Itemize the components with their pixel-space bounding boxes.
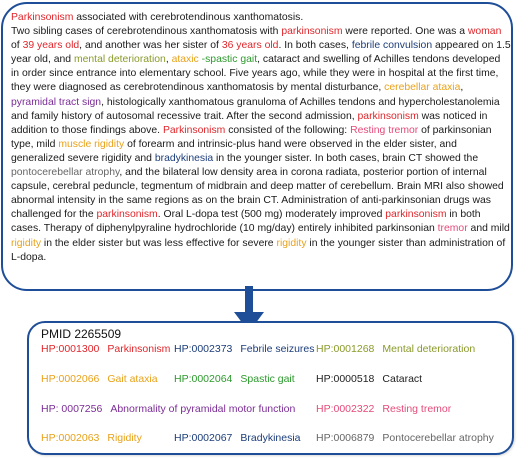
abstract-segment: consisted of the following:: [225, 124, 351, 136]
abstract-segment: ,: [165, 54, 172, 66]
highlighted-term: pontocerebellar atrophy: [11, 167, 120, 179]
abstract-segment: , histologically xanthomatous granuloma of Achilles tendons and hypercholestanolemia and family history of autosomal recessive trait. After the second admission,: [11, 96, 500, 122]
abstract-segment: . Oral L-dopa test (500 mg) moderately improved: [157, 209, 386, 221]
highlighted-term: parkinsonism: [357, 110, 419, 122]
hpo-term: Mental deterioration: [382, 343, 476, 355]
phenotype-row: [41, 373, 511, 389]
abstract-segment: in the elder sister but was less effective for severe: [41, 237, 277, 249]
highlighted-term: ataxic: [171, 54, 199, 66]
hpo-term: Pontocerebellar atrophy: [382, 432, 494, 444]
abstract-segment: Two sibling cases of cerebrotendinous xanthomatosis with: [11, 26, 282, 38]
phenotype-box: [27, 321, 514, 455]
hpo-id: HP:0002373: [174, 343, 233, 355]
hpo-term: Cataract: [382, 373, 423, 385]
highlighted-term: woman: [467, 26, 502, 38]
abstract-segment: in the younger sister than administration of L-dopa.: [11, 237, 506, 263]
hpo-term: Bradykinesia: [240, 432, 301, 444]
hpo-term: Rigidity: [107, 432, 142, 444]
abstract-segment: , and the bilateral low density area in corona radiata, posterior portion of internal capsule, cerebral peduncle, tegmentum of midbrain and deep matter of cerebellum. Brain MRI also showed abnormal intensity in the same regions as on the brain CT. Administration of anti-parkinsonian drugs was challenged for the: [11, 167, 504, 221]
abstract-segment: appeared on 1.5 year old, and: [11, 40, 511, 66]
phenotype-row: [41, 432, 511, 448]
phenotype-entry: [174, 373, 295, 385]
abstract-segment: associated with cerebrotendinous xanthomatosis.: [73, 12, 304, 23]
phenotype-entry: [41, 403, 295, 415]
highlighted-term: bradykinesia: [154, 152, 214, 164]
abstract-segment: of parkinsonian type, mild: [11, 124, 492, 150]
hpo-id: HP:0002063: [41, 432, 100, 444]
highlighted-term: rigidity: [276, 237, 307, 249]
hpo-term: Resting tremor: [382, 403, 452, 415]
hpo-id: HP:0001300: [41, 343, 100, 355]
abstract-text: [11, 11, 511, 265]
abstract-segment: , cataract and swelling of Achilles tendons developed in order since entrance into elementary school. Five years ago, while they were in hospital at the first time, they were diagnosed as cerebrotendinous xanthomatosis by mental disturbance,: [11, 54, 501, 94]
hpo-id: HP:0006879: [316, 432, 375, 444]
phenotype-row: [41, 343, 511, 359]
hpo-id: HP:0000518: [316, 373, 375, 385]
abstract-segment: ,: [460, 82, 464, 94]
highlighted-term: parkinsonism: [281, 26, 343, 38]
highlighted-term: parkinsonism: [385, 209, 447, 221]
highlighted-term: rigidity: [11, 237, 42, 249]
highlighted-term: Resting tremor: [350, 124, 419, 136]
highlighted-term: mental deterioration: [73, 54, 166, 66]
abstract-box: [1, 2, 513, 291]
highlighted-term: febrile convulsion: [351, 40, 433, 52]
phenotype-entry: [174, 432, 301, 444]
hpo-id: HP:0002064: [174, 373, 233, 385]
phenotype-entry: [316, 343, 475, 355]
abstract-segment: was noticed in addition to those findings above.: [11, 110, 488, 136]
highlighted-term: 36 years old: [221, 40, 279, 52]
abstract-segment: were reported. One was a: [342, 26, 468, 38]
phenotype-entry: [41, 343, 170, 355]
phenotype-entry: [41, 373, 158, 385]
pmid-label: PMID 2265509: [41, 327, 122, 341]
highlighted-term: tremor: [437, 223, 468, 235]
highlighted-term: 39 years old: [22, 40, 80, 52]
phenotype-entry: [316, 373, 422, 385]
phenotype-row: [41, 403, 511, 419]
hpo-term: Spastic gait: [240, 373, 295, 385]
abstract-segment: in the younger sister. In both cases, brain CT showed the: [213, 152, 479, 164]
abstract-segment: of: [11, 40, 23, 52]
abstract-segment: in both cases. Therapy of diphenylpyraline hydrochloride (10 mg/day) entirely inhibited parkinsonian: [11, 209, 481, 235]
phenotype-entry: [174, 343, 315, 355]
hpo-id: HP:0002322: [316, 403, 375, 415]
hpo-term: Abnormality of pyramidal motor function: [110, 403, 296, 415]
hpo-term: Parkinsonism: [107, 343, 171, 355]
abstract-segment: , and another was her sister of: [79, 40, 222, 52]
hpo-id: HP:0002067: [174, 432, 233, 444]
highlighted-term: cerebellar ataxia: [384, 82, 461, 94]
highlighted-term: Parkinsonism: [162, 124, 226, 136]
highlighted-term: muscle rigidity: [58, 138, 125, 150]
highlighted-term: pyramidal tract sign: [11, 96, 102, 108]
abstract-segment: and mild: [467, 223, 510, 235]
abstract-segment: . In both cases,: [278, 40, 352, 52]
phenotype-entry: [316, 432, 494, 444]
highlighted-term: -spastic gait: [201, 54, 258, 66]
phenotype-entry: [41, 432, 142, 444]
phenotype-entry: [316, 403, 451, 415]
hpo-term: Gait ataxia: [107, 373, 158, 385]
hpo-term: Febrile seizures: [240, 343, 315, 355]
highlighted-term: Parkinsonism: [11, 12, 74, 23]
hpo-id: HP:0001268: [316, 343, 375, 355]
highlighted-term: parkinsonism: [96, 209, 158, 221]
hpo-id: HP: 0007256: [41, 403, 103, 415]
hpo-id: HP:0002066: [41, 373, 100, 385]
abstract-segment: of forearm and intrinsic-plus hand were observed in the elder sister, and generalized severe rigidity and: [11, 138, 457, 164]
